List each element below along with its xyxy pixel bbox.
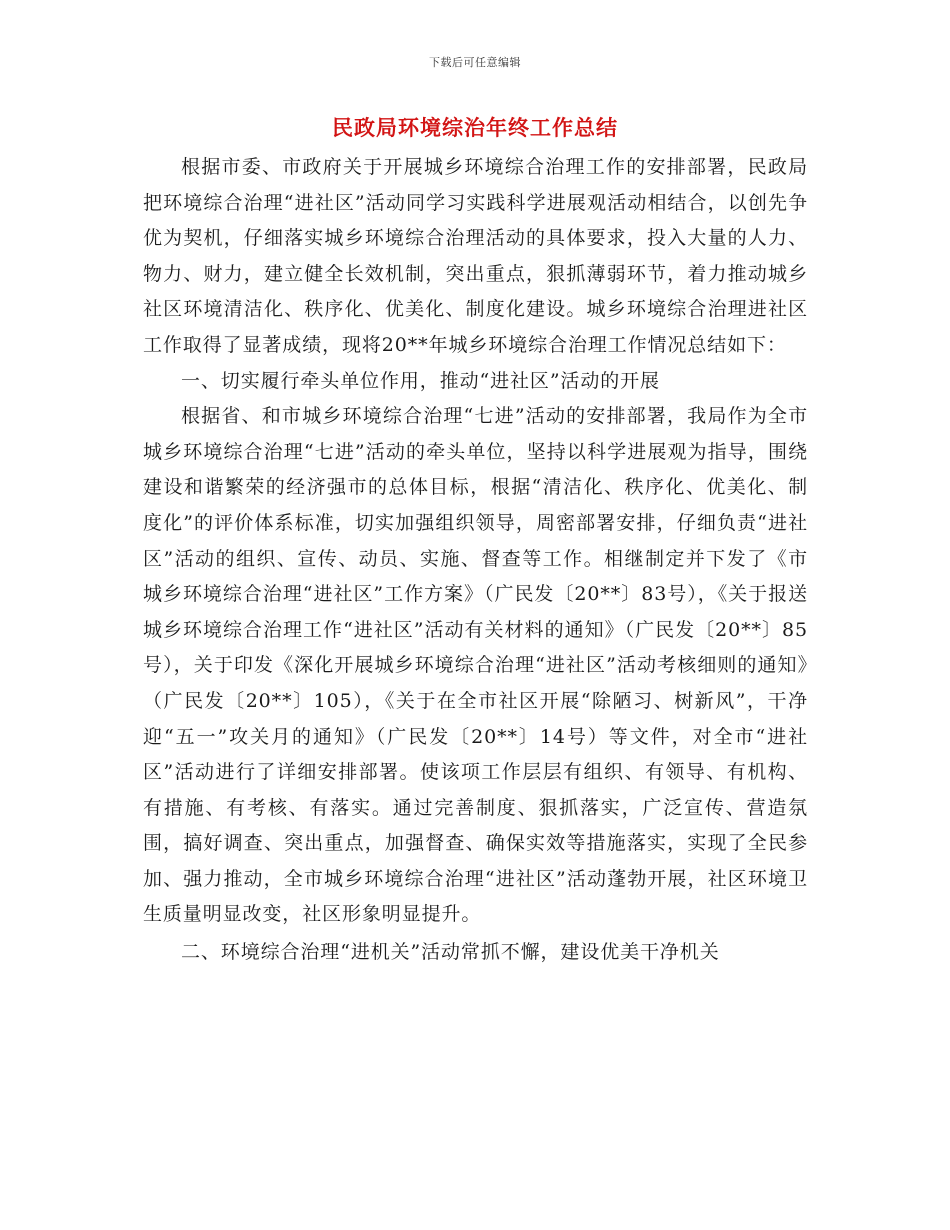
section-heading-2: 二、环境综合治理“进机关”活动常抓不懈，建设优美干净机关 [181, 941, 720, 964]
header-note: 下载后可任意编辑 [429, 56, 521, 69]
document-title: 民政局环境综治年终工作总结 [332, 116, 618, 140]
section-heading-1: 一、切实履行牵头单位作用，推动“进社区”活动的开展 [181, 369, 660, 392]
paragraph-intro: 根据市委、市政府关于开展城乡环境综合治理工作的安排部署，民政局把环境综合治理“进社区”活动同学习实践科学进展观活动相结合，以创先争优为契机，仔细落实城乡环境综合治理活动的具体要求，投入大量的人力、物力、财力，建立健全长效机制，突出重点，狠抓薄弱环节，着力推动城乡社区环境清洁化、秩序化、优美化、制度化建设。城乡环境综合治理进社区工作取得了显著成绩，现将20**年城乡环境综合治理工作情况总结如下： [143, 156, 808, 356]
document-body [143, 150, 808, 971]
paragraph-section-1: 根据省、和市城乡环境综合治理“七进”活动的安排部署，我局作为全市城乡环境综合治理“七进”活动的牵头单位，坚持以科学进展观为指导，围绕建设和谐繁荣的经济强市的总体目标，根据“清洁化、秩序化、优美化、制度化”的评价体系标准，切实加强组织领导，周密部署安排，仔细负责“进社区”活动的组织、宣传、动员、实施、督查等工作。相继制定并下发了《市城乡环境综合治理“进社区”工作方案》（广民发〔20**〕83号），《关于报送城乡环境综合治理工作“进社区”活动有关材料的通知》（广民发〔20**〕85号），关于印发《深化开展城乡环境综合治理“进社区”活动考核细则的通知》（广民发〔20**〕105），《关于在全市社区开展“除陋习、树新风”，干净迎“五一”攻关月的通知》（广民发〔20**〕14号）等文件，对全市“进社区”活动进行了详细安排部署。使该项工作层层有组织、有领导、有机构、有措施、有考核、有落实。通过完善制度、狠抓落实，广泛宣传、营造氛围，搞好调查、突出重点，加强督查、确保实效等措施落实，实现了全民参加、强力推动，全市城乡环境综合治理“进社区”活动蓬勃开展，社区环境卫生质量明显改变，社区形象明显提升。 [143, 405, 808, 926]
